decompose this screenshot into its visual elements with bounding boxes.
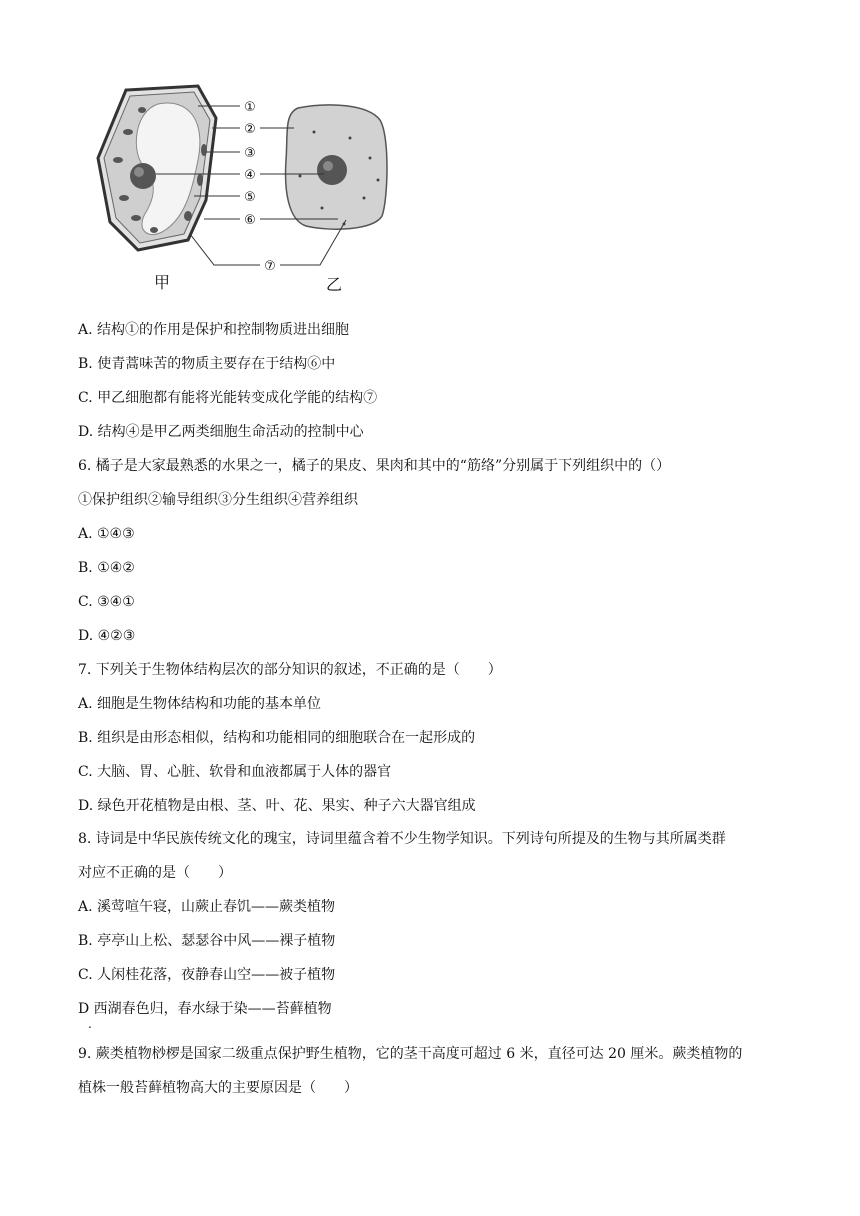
- q8-dot-mark: .: [88, 1017, 92, 1031]
- q9-stem-line2: 植株一般苔藓植物高大的主要原因是（ ）: [78, 1080, 358, 1096]
- label-7: ⑦: [264, 259, 276, 274]
- q6-stem: 6. 橘子是大家最熟悉的水果之一，橘子的果皮、果肉和其中的“筋络”分别属于下列组织中的（）: [78, 458, 671, 474]
- caption-yi: 乙: [325, 275, 343, 294]
- q7-option-c: C. 大脑、胃、心脏、软骨和血液都属于人体的器官: [78, 764, 392, 780]
- caption-jia: 甲: [153, 273, 171, 292]
- label-1: ①: [244, 100, 256, 115]
- q7-option-b: B. 组织是由形态相似，结构和功能相同的细胞联合在一起形成的: [78, 730, 476, 746]
- q5-option-c: C. 甲乙细胞都有能将光能转变成化学能的结构⑦: [78, 390, 378, 406]
- q6-option-c: C. ③④①: [78, 594, 135, 610]
- q8-stem-line2: 对应不正确的是（ ）: [78, 865, 232, 881]
- q7-option-a: A. 细胞是生物体结构和功能的基本单位: [78, 696, 322, 712]
- q8-option-d: D 西湖春色归，春水绿于染——苔藓植物: [78, 1001, 332, 1017]
- label-4: ④: [244, 168, 256, 183]
- q6-option-d: D. ④②③: [78, 628, 136, 644]
- label-3: ③: [244, 146, 256, 161]
- q9-stem-line1: 9. 蕨类植物桫椤是国家二级重点保护野生植物，它的茎干高度可超过 6 米，直径可达 20 厘米。蕨类植物的: [78, 1046, 743, 1062]
- label-2: ②: [244, 122, 256, 137]
- label-6: ⑥: [244, 213, 256, 228]
- q7-stem: 7. 下列关于生物体结构层次的部分知识的叙述，不正确的是（ ）: [78, 662, 502, 678]
- q8-option-a: A. 溪莺喧午寝，山蕨止春饥——蕨类植物: [78, 899, 336, 915]
- q8-stem-line1: 8. 诗词是中华民族传统文化的瑰宝，诗词里蕴含着不少生物学知识。下列诗句所提及的生物与其所属类群: [78, 831, 726, 847]
- plant-cell: [98, 86, 216, 250]
- q6-option-b: B. ①④②: [78, 560, 135, 576]
- q8-option-c: C. 人闲桂花落，夜静春山空——被子植物: [78, 967, 336, 983]
- animal-cell: [286, 105, 387, 229]
- q6-option-a: A. ①④③: [78, 526, 135, 542]
- cell-diagram: [88, 80, 408, 295]
- q5-option-d: D. 结构④是甲乙两类细胞生命活动的控制中心: [78, 424, 364, 440]
- q5-option-b: B. 使青蒿味苦的物质主要存在于结构⑥中: [78, 356, 336, 372]
- label-5: ⑤: [244, 190, 256, 205]
- q6-list: ①保护组织②输导组织③分生组织④营养组织: [78, 492, 358, 508]
- q7-option-d: D. 绿色开花植物是由根、茎、叶、花、果实、种子六大器官组成: [78, 798, 476, 814]
- q5-option-a: A. 结构①的作用是保护和控制物质进出细胞: [78, 322, 350, 338]
- q8-option-b: B. 亭亭山上松、瑟瑟谷中风——裸子植物: [78, 933, 336, 949]
